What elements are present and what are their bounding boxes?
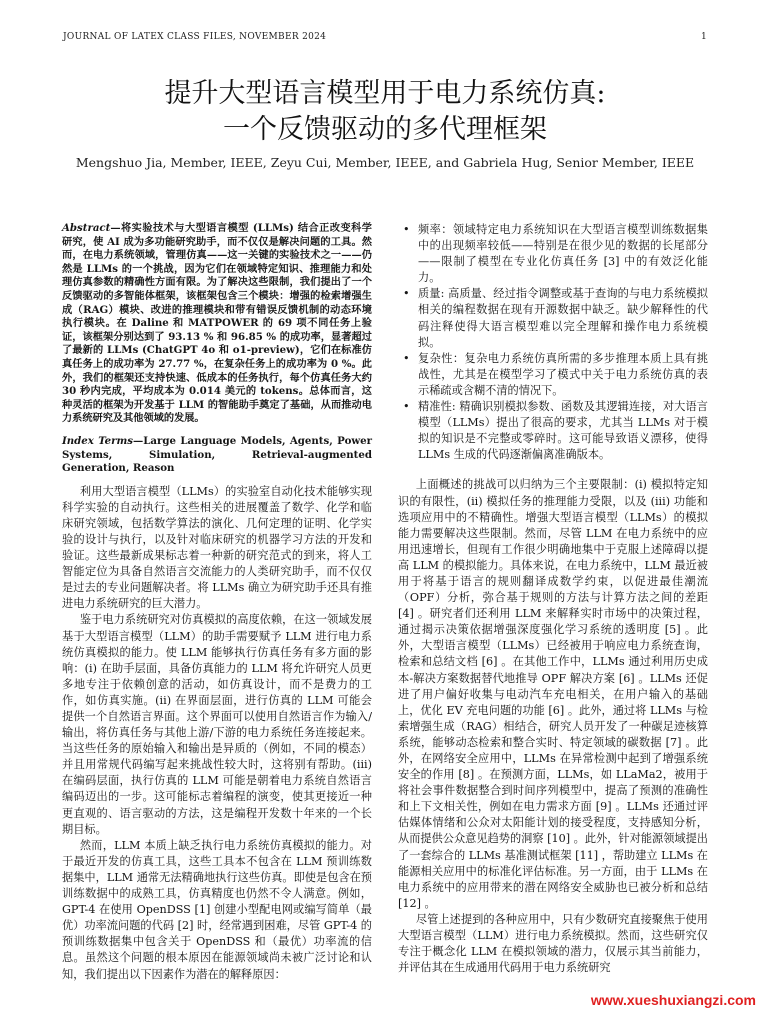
- body-paragraph: 利用大型语言模型（LLMs）的实验室自动化技术能够实现科学实验的自动执行。这些相关的进展覆盖了数学、化学和临床研究领域，包括数学算法的演化、几何定理的证明、化学实验的设计与执行，以及针对临床研究的机器学习方法的开发和验证。这些最新成果标志着一种新的研究范式的到来，将人工智能定位为具备自然语言交流能力的人类研究助手，而不仅仅是过去的专业问题解决者。将 LLMs 确立为研究助手还具有推进电力系统研究的巨大潜力。: [62, 484, 372, 611]
- list-item: [398, 351, 708, 399]
- right-column: [398, 222, 708, 976]
- index-terms-label: Index Terms: [62, 434, 134, 447]
- bullet-label: 精准性: [418, 400, 452, 414]
- title-line-2: 一个反馈驱动的多代理框架: [223, 114, 547, 145]
- bullet-text: ：复杂电力系统仿真所需的多步推理本质上具有挑战性，尤其是在模型学习了模式中关于电力系统仿真的表示稀疏或含糊不清的情况下。: [418, 351, 708, 397]
- bullet-icon: •: [403, 400, 410, 414]
- list-item: [398, 222, 708, 286]
- bullet-icon: •: [403, 351, 410, 365]
- abstract-label: Abstract: [62, 222, 111, 234]
- index-terms-text: —Large Language Models, Agents, Power Systems, Simulation, Retrieval-augmented Generation, Reason: [62, 434, 372, 475]
- bullet-text: ：领域特定电力系统知识在大型语言模型训练数据集中的出现频率较低——特别是在很少见的数据的长尾部分——限制了模型在专业化仿真任务 [3] 中的有效泛化能力。: [418, 223, 708, 285]
- bullet-label: 质量: [418, 287, 441, 301]
- bullet-label: 频率: [418, 223, 442, 236]
- bullet-text: : 高质量、经过指令调整或基于查询的与电力系统模拟相关的编程数据在现有开源数据中缺乏。缺少解释性的代码注释使得大语言模型难以完全理解和操作电力系统模拟。: [418, 287, 708, 349]
- body-paragraph: 上面概述的挑战可以归纳为三个主要限制：(i) 模拟特定知识的有限性，(ii) 模拟任务的推理能力受限，以及 (iii) 功能和选项应用中的不精确性。增强大型语言模型（LLMs）的模拟能力需要解决这些限制。然而，尽管 LLM 在电力系统中的应用迅速增长，但现有工作很少明确地集中于克服上述障碍以提高 LLM 的模拟能力。具体来说，在电力系统中，LLM 最近被用于将基于语言的规则翻译成数学约束，以促进最佳潮流（OPF）分析，弥合基于规则的方法与计算方法之间的差距 [4] 。研究者们还利用 LLM 来解释实时市场中的决策过程，通过揭示决策依据增强深度强化学习系统的透明度 [5] 。此外，大型语言模型（LLMs）已经被用于响应电力系统查询，检索和总结文档 [6] 。在其他工作中，LLMs 通过利用历史成本-解决方案数据替代地推导 OPF 解决方案 [6] 。LLMs 还促进了用户偏好收集与电动汽车充电相关，在用户输入的基础上，优化 EV 充电问题的功能 [6] 。此外，通过将 LLMs 与检索增强生成（RAG）相结合，研究人员开发了一种碳足迹核算系统，能够动态检索和整合实时、特定领域的碳数据 [7] 。此外，在网络安全应用中，LLMs 在异常检测中起到了增强系统安全的作用 [8] 。在预测方面，LLMs，如 LLaMa2，被用于将社会事件数据整合到时间序列模型中，提高了预测的准确性和上下文相关性，例如在电力需求方面 [9] 。LLMs 还通过评估媒体情绪和公众对太阳能计划的接受程度，支持感知分析，从而提供公众意见趋势的洞察 [10] 。此外，针对能源领域提出了一套综合的 LLMs 基准测试框架 [11] ，帮助建立 LLMs 在能源相关应用中的标准化评估标准。另一方面，由于 LLMs 在电力系统中的应用带来的潜在网络安全威胁也已被分析和总结 [12] 。: [398, 478, 708, 910]
- journal-name: JOURNAL OF LATEX CLASS FILES, NOVEMBER 2024: [63, 32, 327, 42]
- watermark-url: www.xueshuxiangzi.com: [590, 992, 756, 1008]
- body-paragraph: 然而，LLM 本质上缺乏执行电力系统仿真模拟的能力。对于最近开发的仿真工具，这些工具本不包含在 LLM 预训练数据集中，LLM 通常无法精确地执行这些仿真。即使是包含在预训练数据中的成熟工具，仿真精度也仍然不令人满意。例如，GPT-4 在使用 OpenDSS [1] 创建小型配电网或编写简单（最优）功率流问题的代码 [2] 时，经常遇到困难，尽管 GPT-4 的预训练数据集中包含关于 OpenDSS 和（最优）功率流的信息。虽然这个问题的根本原因在能源领域尚未被广泛讨论和认知，我们提出以下因素作为潜在的解释原因：: [62, 838, 372, 981]
- bullet-text: : 精确识别模拟参数、函数及其逻辑连接，对大语言模型（LLMs）提出了很高的要求，尤其当 LLMs 对于模拟的知识是不完整或零碎时。这可能导致语义漂移，使得 LLMs 生成的代码逐渐偏离准确版本。: [418, 400, 708, 462]
- bullet-icon: •: [403, 287, 410, 301]
- author-list: Mengshuo Jia, Member, IEEE, Zeyu Cui, Member, IEEE, and Gabriela Hug, Senior Member, IEEE: [75, 155, 695, 170]
- left-column: [62, 222, 372, 983]
- index-terms: [62, 435, 372, 476]
- title-line-1: 提升大型语言模型用于电力系统仿真:: [164, 78, 606, 109]
- body-paragraph: 尽管上述提到的各种应用中，只有少数研究直接聚焦于使用大型语言模型（LLM）进行电力系统模拟。然而，这些研究仅专注于概念化 LLM 在模拟领域的潜力，仅展示其当前能力，并评估其在生成通用代码用于电力系统研究: [398, 912, 708, 975]
- abstract-text: —将实验技术与大型语言模型 (LLMs) 结合正改变科学研究，使 AI 成为多功能研究助手，而不仅仅是解决问题的工具。然而，在电力系统领域，管理仿真——这一关键的实验技术之一——仍然是 LLMs 的一个挑战，因为它们在领域特定知识、推理能力和处理仿真参数的精确性方面有限。为了解决这些限制，我们提出了一个反馈驱动的多智能体框架，该框架包含三个模块：增强的检索增强生成（RAG）模块、改进的推理模块和带有错误反馈机制的动态环境执行模块。在 Daline 和 MATPOWER 的 69 项不同任务上验证，该框架分别达到了 93.13 % 和 96.85 % 的成功率，显著超过了最新的 LLMs (ChatGPT 4o 和 o1-preview)，它们在标准仿真任务上的成功率为 27.77 %，在复杂任务上的成功率为 0 %。此外，我们的框架还支持快速、低成本的任务执行，每个仿真任务大约 30 秒内完成，平均成本为 0.014 美元的 tokens。总体而言，这种灵活的框架为开发基于 LLM 的智能助手奠定了基础，从而推动电力系统研究及其他领域的发展。: [62, 222, 372, 425]
- list-item: [398, 399, 708, 463]
- abstract: [62, 222, 372, 426]
- paper-title: [63, 76, 707, 148]
- bullet-label: 复杂性: [418, 351, 453, 365]
- bullet-icon: •: [403, 223, 410, 236]
- body-paragraph: 鉴于电力系统研究对仿真模拟的高度依赖，在这一领域发展基于大型语言模型（LLM）的助手需要赋予 LLM 进行电力系统仿真模拟的能力。使 LLM 能够执行仿真任务有多方面的影响：(i) 在助手层面，具备仿真能力的 LLM 将允许研究人员更多地专注于依赖创意的活动，如仿真设计，而不是费力的工作，如仿真实施。(ii) 在界面层面，进行仿真的 LLM 可能会提供一个自然语言界面。这个界面可以使用自然语言作为输入/输出，将仿真任务与其他上游/下游的电力系统任务连接起来。当这些任务的原始输入和输出是异质的（例如，不同的模态）并且用常规代码编写起来挑战性较大时，这将别有帮助。(iii) 在编码层面，执行仿真的 LLM 可能是朝着电力系统自然语言编码迈出的一步。这可能标志着编程的演变，使其更接近一种更直观的、语言驱动的方法，这是编程开发数十年来的一个长期目标。: [62, 613, 372, 836]
- list-item: [398, 286, 708, 350]
- running-header: [63, 32, 707, 46]
- cause-list: [398, 222, 708, 463]
- page-number: 1: [700, 32, 707, 42]
